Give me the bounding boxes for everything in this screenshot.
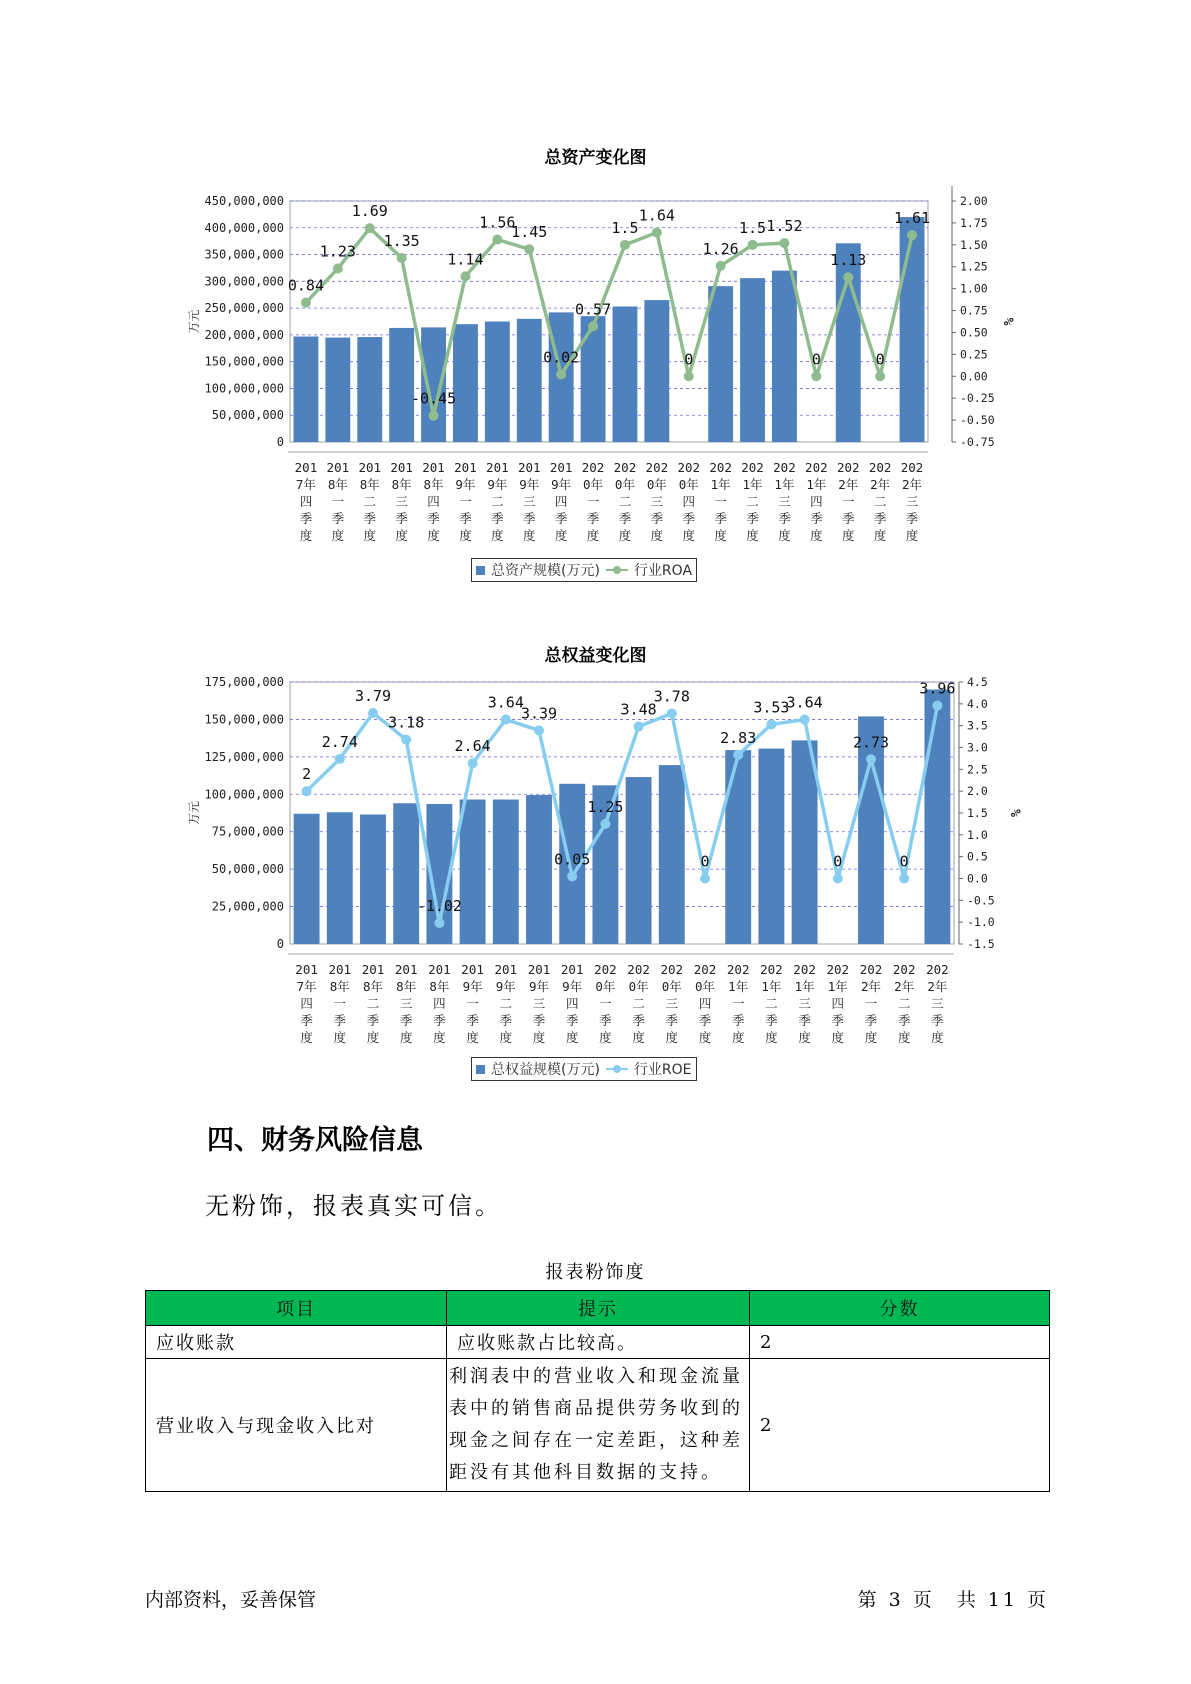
data-label: 1.64 (638, 206, 675, 225)
risk-table (145, 1290, 1050, 1492)
data-label: 0 (899, 852, 909, 871)
y2-tick-label: 0.5 (967, 849, 988, 864)
data-label: 3.39 (520, 704, 558, 723)
y-axis-title: 万元 (187, 800, 201, 826)
x-tick-label: 201 7年四季度 (295, 962, 318, 1045)
data-label: 1.69 (351, 202, 388, 221)
line-point (634, 722, 644, 732)
bar (772, 271, 797, 442)
equity-chart-legend (471, 1057, 697, 1081)
data-label: 1.56 (479, 213, 516, 232)
data-label: 1.61 (893, 209, 931, 228)
x-tick-label: 202 2年一季度 (836, 460, 860, 543)
y2-tick-label: 1.00 (960, 281, 988, 296)
x-tick-label: 202 2年二季度 (892, 962, 916, 1045)
data-label: 0 (700, 852, 710, 871)
x-tick-label: 202 2年一季度 (859, 962, 883, 1045)
bar (485, 322, 510, 443)
data-label: 3.79 (354, 687, 392, 706)
line-point (800, 715, 810, 725)
x-tick-label: 201 9年四季度 (549, 460, 573, 543)
y-tick-label: 25,000,000 (211, 899, 284, 914)
x-tick-label: 201 8年三季度 (394, 962, 418, 1045)
assets-chart-title: 总资产变化图 (544, 148, 647, 168)
data-label: 0.84 (287, 276, 325, 295)
y2-tick-label: 2.5 (967, 762, 988, 777)
y-tick-label: 0 (276, 435, 284, 449)
data-label: 1.5 (611, 218, 639, 237)
y2-tick-label: 1.5 (967, 806, 988, 820)
y2-tick-label: 4.5 (967, 675, 988, 689)
x-tick-label: 201 7年四季度 (294, 460, 318, 543)
y2-tick-label: 1.25 (960, 259, 988, 274)
y2-tick-label: 2.00 (960, 194, 988, 208)
line-point (302, 786, 312, 796)
bar (900, 217, 925, 442)
x-tick-label: 201 9年一季度 (461, 962, 484, 1045)
row-item: 应收账款 (146, 1326, 447, 1359)
y-tick-label: 100,000,000 (204, 381, 284, 396)
x-tick-label: 202 2年三季度 (926, 962, 949, 1045)
line-point (534, 725, 544, 735)
y-tick-label: 50,000,000 (211, 408, 284, 423)
x-tick-label: 202 2年二季度 (868, 460, 892, 543)
data-label: 1.52 (766, 217, 803, 236)
line-point (434, 918, 444, 928)
equity-chart (0, 660, 1191, 1080)
x-tick-label: 201 8年二季度 (358, 460, 382, 543)
legend-line-label: 行业ROA (633, 563, 693, 579)
line-point (899, 874, 909, 884)
x-tick-label: 202 0年二季度 (613, 460, 637, 543)
bar (613, 307, 638, 442)
y-tick-label: 75,000,000 (211, 824, 284, 839)
section-heading: 四、财务风险信息 (207, 1125, 423, 1156)
line-point (365, 223, 375, 233)
y-tick-label: 350,000,000 (204, 247, 284, 262)
line-point (335, 754, 345, 764)
x-tick-label: 201 8年一季度 (326, 460, 350, 543)
line-series-swatch-icon (606, 1064, 628, 1074)
row-score: 2 (750, 1326, 1050, 1359)
bar (626, 777, 652, 944)
data-label: 2 (302, 765, 312, 784)
data-label: 0.05 (554, 850, 591, 869)
x-tick-label: 201 8年三季度 (390, 460, 413, 543)
row-hint: 应收账款占比较高。 (447, 1326, 750, 1359)
y2-tick-label: 3.0 (967, 740, 988, 755)
x-tick-label: 201 8年二季度 (361, 962, 385, 1045)
line-point (524, 244, 534, 254)
data-label: -1.02 (416, 897, 462, 916)
line-point (811, 371, 821, 381)
line-point (748, 240, 758, 250)
y-tick-label: 250,000,000 (204, 301, 284, 316)
bar (493, 800, 519, 944)
header-score: 分数 (750, 1291, 1050, 1326)
line-point (429, 411, 439, 421)
y-tick-label: 125,000,000 (204, 749, 284, 764)
header-item: 项目 (146, 1291, 447, 1326)
table-caption: 报表粉饰度 (545, 1262, 646, 1283)
x-tick-label: 202 0年四季度 (693, 962, 717, 1045)
y2-tick-label: -1.5 (967, 937, 995, 951)
bar (393, 803, 419, 944)
y2-axis-title: % (1007, 809, 1022, 817)
x-tick-label: 202 1年三季度 (773, 460, 796, 543)
line-point (667, 708, 677, 718)
line-point (620, 240, 630, 250)
y-tick-label: 450,000,000 (204, 194, 284, 208)
line-point (301, 298, 311, 308)
line-point (333, 263, 343, 273)
data-label: 1.26 (702, 239, 739, 258)
data-label: 1.35 (383, 231, 420, 250)
y-axis-title: 万元 (187, 309, 201, 334)
data-label: 0 (684, 350, 694, 369)
line-point (501, 715, 511, 725)
line-point (779, 238, 789, 248)
table-row (146, 1359, 1050, 1492)
row-hint: 利润表中的营业收入和现金流量表中的销售商品提供劳务收到的现金之间存在一定差距，这种差距没有其他科目数据的支持。 (447, 1359, 750, 1492)
bar (453, 324, 478, 442)
line-point (932, 701, 942, 711)
x-tick-label: 201 9年四季度 (560, 962, 584, 1045)
data-label: 3.18 (388, 713, 425, 732)
table-header-row (146, 1291, 1050, 1326)
bar-series-swatch-icon (476, 566, 485, 575)
bar (526, 795, 552, 944)
x-tick-label: 202 0年一季度 (594, 962, 617, 1045)
y2-tick-label: 1.50 (960, 237, 988, 252)
assets-chart (0, 160, 1191, 580)
bar-series-swatch-icon (476, 1065, 485, 1074)
section-summary: 无粉饰，报表真实可信。 (205, 1192, 502, 1220)
x-tick-label: 202 1年四季度 (805, 460, 828, 543)
x-tick-label: 201 9年三季度 (517, 460, 541, 543)
y-tick-label: 0 (276, 937, 284, 951)
data-label: 0.57 (574, 300, 612, 319)
x-tick-label: 202 1年一季度 (709, 460, 732, 543)
x-tick-label: 202 1年一季度 (726, 962, 750, 1045)
bar (325, 338, 350, 442)
y2-tick-label: 0.50 (960, 325, 988, 340)
data-label: 1.13 (830, 251, 867, 270)
x-tick-label: 202 0年三季度 (645, 460, 669, 543)
data-label: 0 (875, 350, 885, 369)
data-label: 1.14 (447, 250, 484, 269)
line-point (833, 874, 843, 884)
row-score: 2 (750, 1359, 1050, 1492)
data-label: 0 (833, 852, 843, 871)
footer-page-number: 第 3 页 共 11 页 (857, 1589, 1049, 1611)
equity-chart-title: 总权益变化图 (544, 646, 647, 666)
x-tick-label: 202 1年三季度 (793, 962, 816, 1045)
legend-bar-label: 总权益规模(万元) (491, 1062, 600, 1078)
line-point (700, 874, 710, 884)
y2-tick-label: -1.0 (967, 915, 995, 930)
y2-tick-label: 0.0 (967, 871, 988, 886)
x-tick-label: 201 9年一季度 (454, 460, 477, 543)
x-tick-label: 201 8年一季度 (328, 962, 352, 1045)
line-point (843, 272, 853, 282)
y-tick-label: 150,000,000 (204, 354, 284, 369)
legend-line-label: 行业ROE (633, 1062, 692, 1078)
data-label: 0.02 (543, 348, 580, 367)
y2-tick-label: 0.00 (960, 369, 988, 384)
bar (357, 337, 382, 442)
line-series-swatch-icon (606, 565, 628, 575)
line-point (733, 750, 743, 760)
data-label: 2.74 (321, 732, 358, 751)
line-point (652, 228, 662, 238)
data-label: 3.64 (487, 693, 524, 712)
data-label: 0 (811, 350, 821, 369)
line-point (866, 754, 876, 764)
data-label: 2.83 (720, 728, 757, 747)
x-tick-label: 202 1年二季度 (741, 460, 764, 543)
x-tick-label: 201 8年四季度 (428, 962, 451, 1045)
y2-tick-label: 4.0 (967, 696, 988, 711)
x-tick-label: 201 9年二季度 (494, 962, 518, 1045)
line-point (716, 261, 726, 271)
bar (294, 336, 319, 442)
y2-tick-label: 0.25 (960, 347, 988, 362)
y2-tick-label: -0.75 (960, 435, 995, 449)
y-tick-label: 200,000,000 (204, 327, 284, 342)
bar (460, 800, 486, 944)
y2-axis-title: % (1000, 317, 1015, 326)
y-tick-label: 400,000,000 (204, 220, 284, 235)
line-point (492, 235, 502, 245)
x-tick-label: 202 0年四季度 (677, 460, 701, 543)
row-item: 营业收入与现金收入比对 (146, 1359, 447, 1492)
data-label: 3.48 (620, 700, 657, 719)
bar (924, 689, 950, 944)
x-tick-label: 202 0年一季度 (581, 460, 605, 543)
line-point (556, 370, 566, 380)
line-point (588, 321, 598, 331)
data-label: 3.53 (753, 698, 790, 717)
x-tick-label: 201 9年三季度 (527, 962, 551, 1045)
line-point (600, 819, 610, 829)
y-tick-label: 175,000,000 (204, 675, 284, 689)
line-point (368, 708, 378, 718)
line-point (460, 271, 470, 281)
x-tick-label: 201 9年二季度 (486, 460, 509, 543)
bar (725, 750, 751, 944)
bar (517, 319, 542, 442)
line-point (401, 735, 411, 745)
y-tick-label: 150,000,000 (204, 712, 284, 727)
bar (659, 765, 685, 944)
y-tick-label: 100,000,000 (204, 787, 284, 802)
bar (758, 749, 784, 944)
y2-tick-label: -0.25 (960, 391, 995, 406)
y2-tick-label: 1.75 (960, 215, 988, 230)
line-point (684, 371, 694, 381)
assets-chart-legend (471, 558, 697, 582)
footer-confidential-note: 内部资料，妥善保管 (145, 1589, 317, 1611)
y-tick-label: 300,000,000 (204, 274, 284, 289)
data-label: 1.23 (319, 242, 356, 261)
x-tick-label: 202 0年二季度 (627, 962, 650, 1045)
y2-tick-label: 3.5 (967, 718, 988, 733)
y2-tick-label: 1.0 (967, 827, 988, 842)
bar (389, 328, 414, 442)
data-label: 3.96 (919, 679, 956, 698)
bar (644, 300, 669, 442)
line-point (875, 371, 885, 381)
bar (327, 812, 353, 944)
line-point (397, 253, 407, 263)
y2-tick-label: -0.50 (960, 413, 995, 428)
data-label: 1.45 (511, 223, 548, 242)
line-point (907, 230, 917, 240)
data-label: 1.5 (739, 218, 767, 237)
y2-tick-label: 2.0 (967, 784, 988, 799)
legend-bar-label: 总资产规模(万元) (491, 563, 600, 579)
x-tick-label: 202 1年二季度 (760, 962, 783, 1045)
data-label: 3.78 (653, 687, 690, 706)
x-tick-label: 202 2年三季度 (900, 460, 924, 543)
y2-tick-label: 0.75 (960, 303, 988, 318)
bar (740, 278, 765, 442)
x-tick-label: 202 1年四季度 (826, 962, 850, 1045)
line-point (468, 758, 478, 768)
y-tick-label: 50,000,000 (211, 862, 284, 877)
bar (581, 316, 606, 442)
data-label: -0.45 (410, 389, 457, 408)
data-label: 3.64 (786, 693, 823, 712)
x-tick-label: 201 8年四季度 (422, 460, 445, 543)
bar (294, 814, 320, 944)
data-label: 1.25 (587, 797, 624, 816)
line-point (766, 719, 776, 729)
bar (708, 286, 733, 442)
data-label: 2.73 (852, 733, 890, 752)
y2-tick-label: -0.5 (967, 893, 995, 908)
table-row (146, 1326, 1050, 1359)
header-hint: 提示 (447, 1291, 750, 1326)
x-tick-label: 202 0年三季度 (660, 962, 684, 1045)
bar (360, 814, 386, 944)
line-point (567, 871, 577, 881)
data-label: 2.64 (454, 737, 491, 756)
